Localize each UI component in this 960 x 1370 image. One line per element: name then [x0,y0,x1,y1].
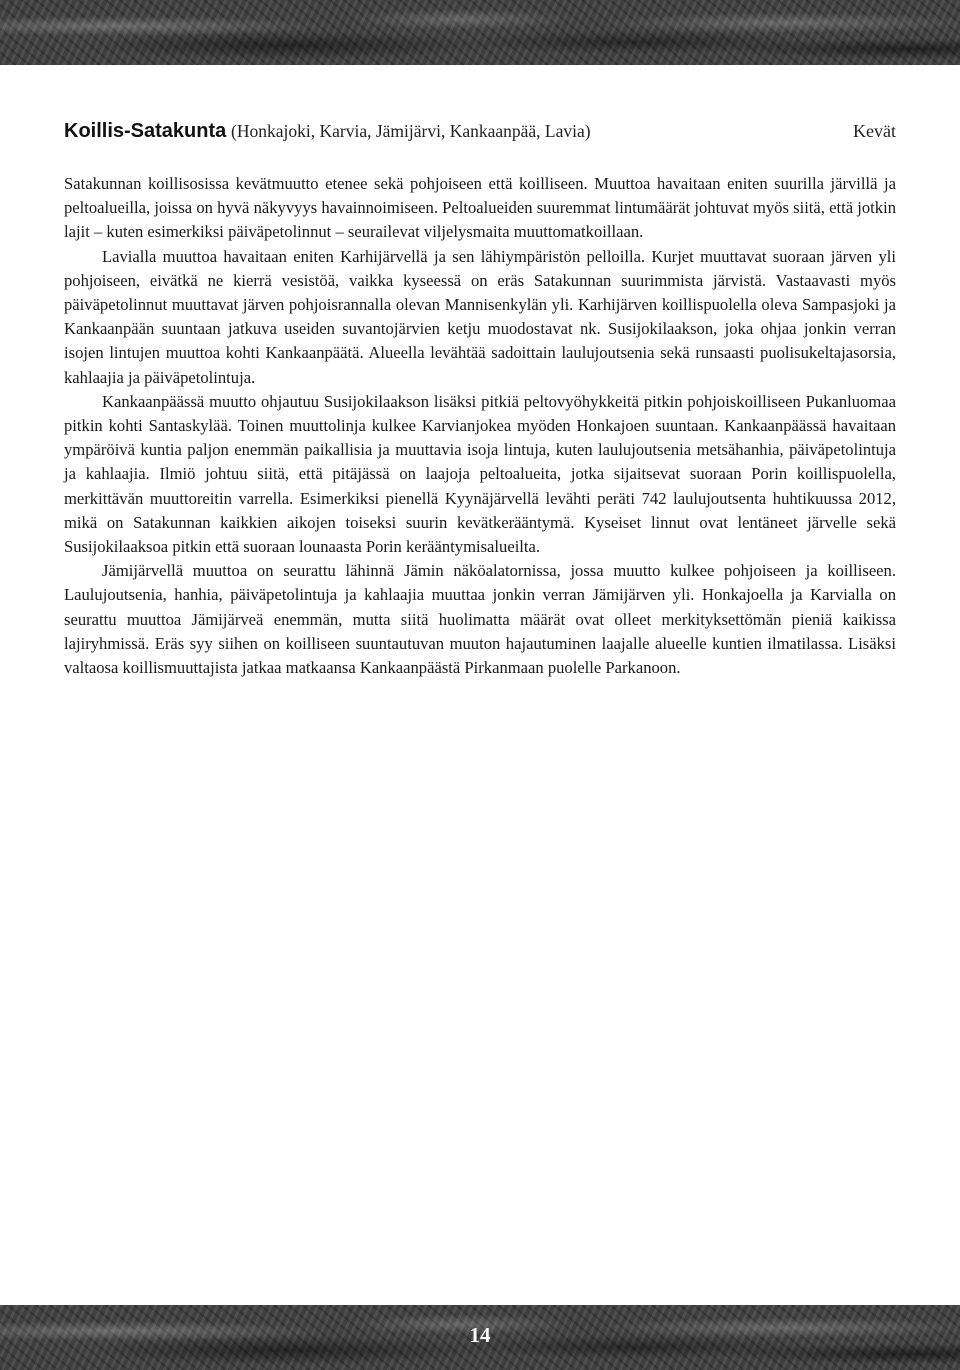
section-subtitle: (Honkajoki, Karvia, Jämijärvi, Kankaanpää, Lavia) [231,121,591,141]
section-title: Koillis-Satakunta [64,120,227,142]
paragraph-4: Jämijärvellä muuttoa on seurattu lähinnä Jämin näköalatornissa, jossa muutto kulkee pohjoiseen ja koilliseen. Laulujoutsenia, hanhia, päiväpetolintuja ja kahlaajia muuttaa jonkin verran Jämijärven yli. Honkajoella ja Karvialla on seurattu muuttoa Jämijärveä enemmän, mutta siitä huolimatta määrät ovat olleet merkityksettömän pieniä kaikissa lajiryhmissä. Eräs syy siihen on koilliseen suuntautuvan muuton hajautuminen laajalle alueelle kuntien ilmatilassa. Lisäksi valtaosa koillismuuttajista jatkaa matkaansa Kankaanpäästä Pirkanmaan puolelle Parkanoon. [64,561,896,678]
page-number: 14 [469,1323,491,1347]
season-label: Kevät [853,121,896,141]
header-texture-band [0,0,960,65]
paragraph-3: Kankaanpäässä muutto ohjautuu Susijokilaakson lisäksi pitkiä peltovyöhykkeitä pitkin pohjoiskoilliseen Pukanluomaa pitkin kohti Santaskylää. Toinen muuttolinja kulkee Karvianjokea myöden Honkajoen suuntaan. Kankaanpäässä havaitaan ympäröivä kuntia paljon enemmän paikallisia ja muuttavia isoja lintuja, kuten laulujoutsenia metsähanhia, päiväpetolintuja ja kahlaajia. Ilmiö johtuu siitä, että pitäjässä on laajoja peltoalueita, jotka sijaitsevat suoraan Porin koillispuolella, merkittävän muuttoreitin varrella. Esimerkiksi pienellä Kyynäjärvellä levähti peräti 742 laulujoutsenta huhtikuussa 2012, mikä on Satakunnan kaikkien aikojen toiseksi suurin kevätkerääntymä. Kyseiset linnut ovat lentäneet järvelle sekä Susijokilaaksoa pitkin että suoraan lounaasta Porin kerääntymisalueilta. [64,391,896,557]
page-header [64,120,896,150]
paragraph-1: Satakunnan koillisosissa kevätmuutto etenee sekä pohjoiseen että koilliseen. Muuttoa havaitaan eniten suurilla järvillä ja peltoalueilla, joissa on hyvä näkyvyys havainnoimiseen. Peltoalueiden suuremmat lintumäärät johtuvat myös siitä, että jotkin lajit – kuten esimerkiksi päiväpetolinnut – seurailevat viljelysmaita muuttomatkoillaan. [64,174,896,242]
paragraph-2: Lavialla muuttoa havaitaan eniten Karhijärvellä ja sen lähiympäristön pelloilla. Kurjet muuttavat suoraan järven yli pohjoiseen, eivätkä ne kierrä vesistöä, vaikka kyseessä on eräs Satakunnan suurimmista järvistä. Vastaavasti myös päiväpetolinnut muuttavat järven pohjoisrannalla olevan Mannisenkylän yli. Karhijärven koillispuolella oleva Sampasjoki ja Kankaanpään suuntaan jatkuva useiden suvantojärvien ketju muodostavat nk. Susijokilaakson, joka ohjaa jonkin verran isojen lintujen muuttoa kohti Kankaanpäätä. Alueella levähtää sadoittain laulujoutsenia sekä runsaasti puolisukeltajasorsia, kahlaajia ja päiväpetolintuja. [64,246,896,387]
article-body [64,172,896,680]
section-heading [64,120,591,143]
